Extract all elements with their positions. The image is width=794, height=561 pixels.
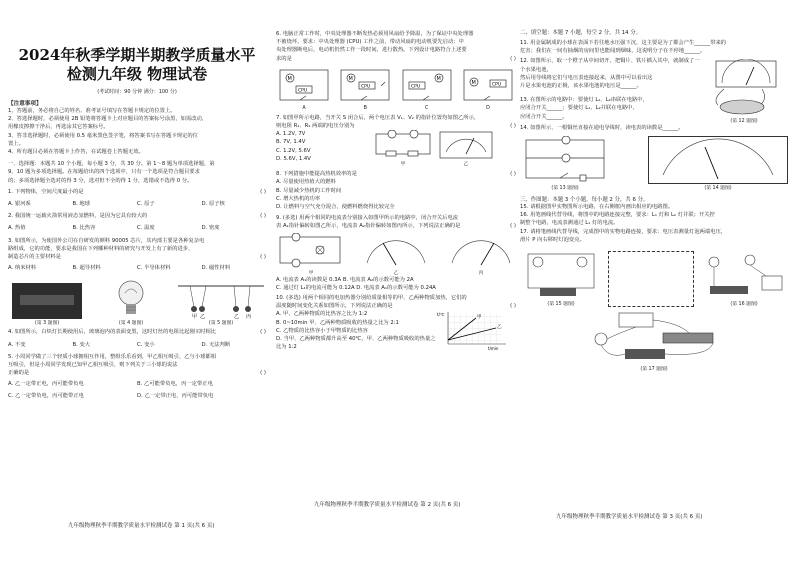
option-d: D. 密度 [201,225,220,232]
meter-panel [648,136,788,184]
figure-q12 [702,59,786,132]
question-7-figures [372,130,494,167]
question-11-line: 危害；我们在一间有抽烟的房间里也能闻到烟味，这说明分子在不停地______。 [520,48,706,55]
page-footer-3: 九年级物理秋季半期教学质量水平检测试卷 第 3 页(共 6 页) [556,514,703,520]
option-c: C. 半导体材料 [137,265,171,272]
motor-label: M [348,75,354,82]
answer-paren: ( ) [510,303,516,310]
figures-row-3-5 [8,274,266,326]
notes-item: 置上。 [8,140,24,147]
option-c: C. 增大热机的功率 [276,195,321,202]
question-7-options [276,130,372,167]
option-c: C. 原子 [137,201,155,208]
voltmeter-dial-icon [438,130,494,160]
question-4-stem: 4. 如图所示，白炽灯长期使用后，玻璃泡内的表面变黑，这时灯丝的电阻比起刚买时相比 [8,329,217,336]
question-10-line: 10. (多选) 用两个相同的电加热器分别给质量相等的甲、乙两种物质加热，它们的 [276,295,467,302]
option-a: A. 甲、乙两种物质的比热容之比为 1:2 [276,311,368,318]
question-12-line: 12. 如图所示，取一个橙子从中间切开，把铜片、铁片插入其中，就制成了一个水果电池， [520,58,700,73]
question-3-stem-end: 制造芯片的主要材料是 [8,254,61,261]
figure-q4 [96,277,166,326]
question-4 [8,328,266,336]
ammeter-dial-icon [361,235,431,269]
column-3 [520,0,788,561]
question-3-line: 3. 如图所示，为使国外公司在自研发的颜料 90005 芯片，其内部主要是各种复杂电 [8,237,205,244]
ball-label: 乙 [200,314,206,320]
circuit-photo-diagram [700,248,788,300]
series-label: 甲 [477,315,482,321]
figure-caption: (第 15 题图) [547,302,575,308]
notes-item: 2、答选择题时，必须使用 2B 铅笔将答题卡上对应题目的答案标号涂黑，如需改动， [8,116,208,123]
question-2-stem: 2. 我国统一运载火箭常用液态氢燃料，是因为它具有较大的 [8,213,148,220]
question-4-options [8,341,266,349]
motor-label: M [436,75,441,82]
cpu-label: CPU [410,84,420,90]
option-c: C. 变小 [137,341,155,348]
option-b: B. 比热容 [72,225,96,232]
option-c: C. 温度 [137,225,155,232]
option-a: A. 不变 [8,341,26,348]
question-3-line [8,253,266,261]
figure-label: 甲 [400,162,406,168]
question-10-options [276,310,436,352]
option-a: A. 乙一定带正电，丙可能带负电 [8,381,84,388]
notes-item: 用橡皮擦擦干净后，再选涂其它答案标号。 [8,124,109,131]
question-9-options-row1: A. 电流表 A₁的读数是 0.3A B. 电流表 A₂的示数可能为 2A [276,276,414,283]
question-5-stem-end: 正确的是 [8,370,30,377]
circuit-diagram [520,136,610,184]
answer-paren: ( ) [260,188,266,195]
option-d: D. 乙一定带正电，丙可能带负电 [137,392,214,399]
answer-drawing-box[interactable] [608,251,694,307]
circuit-option-b [337,66,393,111]
exam-title-line1: 2024年秋季学期半期教学质量水平 [18,46,256,64]
option-a: A. 银河系 [8,201,31,208]
figure-caption: (第 16 题图) [730,302,758,308]
circuit-photo-diagram [579,309,729,365]
question-5-line: 5. 小周同学做了三个轻质小球拥相互作用，整组乐乐看到，甲乙相互吸引，乙与小球都相 [8,353,217,360]
figures-row-13-14 [520,136,788,191]
question-6-line: 央处理器断电后，电动机仍然工作一段时间，进行散热。下列设计电路符合上述要 [276,47,467,54]
question-10-body [276,310,516,352]
answer-paren: ( ) [510,171,516,178]
figure-label: 乙 [463,162,469,168]
notes-item: 3、答非选择题时，必须使用 0.5 毫米黑色签字笔，将答案书写在答题卡规定的位 [8,132,198,139]
question-10-stem-end: 温度随时间变化关系如图所示，下列说法正确的是 [276,303,393,310]
question-7-line: 7. 如图甲所示电路，当开关 S 闭合后，两个电压表 V₁、V₂ 的指针位置均如图乙所示， [276,114,480,121]
page-footer-1: 九年级物理秋季半期教学质量水平检测试卷 第 1 页(共 6 页) [68,523,215,529]
question-15-line: 15. 请根据图甲实物图所示电路，在右侧框内画出相应的电路图。 [520,204,674,211]
cpu-label: CPU [361,84,371,90]
question-13-line: 应闭合开关______；要使灯 L₁、L₂并联在电路中， [520,105,638,112]
figure-caption: (第 14 题图) [704,186,732,192]
option-b: B. 7V, 1.4V [276,139,306,146]
option-d: D. 原子核 [201,201,225,208]
question-3-options [8,264,266,272]
question-7-stem-end: 则电阻 R₁、R₂ 两端的电压分别为 [276,123,355,130]
option-label: D [486,105,490,111]
option-b: B. 乙可能带负电，丙一定带正电 [137,381,213,388]
question-14-line: 14. 如图所示，一根铜丝直接在通电导线时，读电表的读数是______。 [520,124,684,131]
page-footer-2: 九年级物理秋季半期教学质量水平检测试卷 第 2 页(共 6 页) [314,502,461,508]
option-label: C [424,105,429,111]
figure-q5 [176,283,266,326]
question-16-line: 制整个电路，电流表测通过 L₁ 灯的电流。 [520,220,619,227]
option-d: D. 无法判断 [201,341,231,348]
cpu-label: CPU [491,82,502,88]
question-6-line: 6. 电脑正常工作时，中央处理器不断发热必须用风扇给予降温，为了保证中央处理器 [276,31,474,37]
circuit-photo-diagram [520,248,602,300]
option-d: D. 当甲、乙两种物质都升高至 40℃，甲、乙两种物质吸收的热量之比为 1:2 [276,336,436,351]
question-9-line: 9. (多选) 用两个相同的电流表分别接入如图甲所示的电路中，闭合开关后电流 [276,215,459,222]
figure-q16 [700,248,788,307]
circuit-diagram [337,66,393,106]
ball-label: 丙 [246,314,252,320]
question-17-line: 17. 请将笔画线代替导线，完成图中的实物电路连接，要求：电压表测量灯泡两端电压， [520,228,727,235]
question-11-line: 11. 用金属制成的小球在表面下若往地水压强下沉，这主要是为了都会产生______带来的 [520,40,727,46]
series-label: 乙 [497,325,502,331]
section2-heading: 二、填空题：本题 7 小题，每空 2 分，共 14 分。 [520,30,642,36]
question-9-line [276,222,516,230]
figure-q9-ammeter-1 [361,235,431,276]
figure-q15 [520,248,602,307]
answer-paren: ( ) [260,370,266,377]
ball-label: 甲 [192,314,198,320]
figure-caption: (第 13 题图) [551,186,579,192]
figure-q17 [579,309,729,372]
question-12-line: 然后用导线将它们与电压表连接起来，从图中可以看出这 [520,74,653,81]
section3-heading: 三、作图题：本题 3 个小题，每小题 2 分，共 6 分。 [520,197,649,204]
option-b: B. 地球 [72,201,91,208]
circuit-option-a [276,66,332,111]
question-8 [276,170,516,178]
answer-paren: ( ) [510,123,516,130]
question-10-line [276,302,516,310]
question-1 [8,188,266,196]
question-13-line: 应闭合开关______。 [520,113,568,120]
figure-q7-meter [438,130,494,167]
question-2-options [8,224,266,232]
figures-row-15-16 [520,248,788,307]
circuit-option-c [399,66,455,111]
figure-label: 丙 [478,270,484,276]
exam-title-line2: 检测九年级 物理试卷 [66,65,208,83]
option-a: A. 1.2V, 7V [276,131,306,138]
circuit-diagram [372,130,434,160]
figure-caption: (第 12 题图) [730,119,758,125]
answer-paren: ( ) [260,254,266,261]
notes-heading: 【注意事项】 [8,101,42,107]
question-9-stem-end: 表 A₁指针偏转如图乙所示，电流表 A₂指针偏转如图丙所示，下列说法正确的是 [276,223,461,230]
option-a: A. 尽量使用热值大的燃料 [276,179,336,186]
figure-q9-circuit [276,233,346,276]
figure-caption: (第 4 题图) [118,321,144,327]
question-6-stem-end: 求的是 [276,55,292,62]
option-b: B. 0~10min 甲、乙两种物质吸收的热量之比为 2:1 [276,319,399,326]
figure-caption: (第 5 题图) [208,321,234,327]
option-c: C. 1.2V, 5.6V [276,147,311,154]
question-6-line [276,55,516,63]
question-5-options-row2 [8,392,266,400]
question-1-stem: 1. 下列物体，空间尺度最小的是 [8,188,84,195]
column-1 [8,0,266,561]
option-b: B. 变大 [72,341,91,348]
ammeter-dial-icon [446,235,516,269]
fruit-battery-voltmeter [702,59,786,117]
question-5-options-row1 [8,380,266,388]
answer-paren: ( ) [510,223,516,230]
circuit-diagram [276,66,332,106]
question-17-line: 滑片 P 向右移时灯泡变亮。 [520,236,585,243]
question-6-circuits [276,66,516,111]
figure-label: 甲 [308,270,314,276]
graph-ylabel: t/℃ [437,312,445,318]
figure-label: 乙 [393,270,399,276]
figure-q9-ammeter-2 [446,235,516,276]
ball-label: 乙 [234,314,240,320]
question-9-figures [276,233,516,276]
notes-item: 1、答题前，务必将自己的姓名、准考证号填写在答题卡规定的位置上。 [8,108,176,114]
circuit-diagram [460,66,516,106]
answer-paren: ( ) [260,329,266,336]
question-3-line: 路组成，它的功能，要求是我国在下列哪种材料的研究与开发上有了新的进步， [8,245,194,252]
temperature-time-graph [436,310,510,352]
hanging-balls-diagram [176,283,266,319]
option-b: B. 尽量减少热机的工作时间 [276,187,342,194]
figure-q7-circuit [372,130,434,167]
option-label: A [302,105,306,111]
cpu-label: CPU [298,88,308,94]
question-7-body [276,130,516,167]
chip-photo [12,283,82,319]
question-13-line: 13. 在图所示的电路中：要使灯 L₁、L₂串联在电路中， [520,97,648,104]
circuit-option-d [460,66,516,111]
figure-caption: (第 17 题图) [640,367,668,373]
figure-q13 [520,136,610,191]
light-bulb-icon [96,277,166,319]
question-12-block [520,57,788,132]
figure-q10-graph [436,310,510,352]
figure-q3 [8,283,86,326]
question-6-line: 不被烧坏，要求：中央处理器 (CPU) 工作之前，带动风扇的电动机要先启动；中 [276,39,464,46]
section1-line: 9、10 题为多项选择题。在每题给出的四个选项中，只有一个选项是符合题目要求 [8,169,200,176]
ammeter-dial-icon [649,137,787,183]
circuit-diagram [276,233,346,269]
question-7-line [276,122,516,130]
motor-label: M [287,75,292,82]
question-2 [8,212,266,220]
chip-die [20,295,74,305]
option-label: B [363,105,367,111]
exam-meta: (考试时间：90 分钟 满分：100 分) [97,89,177,95]
option-d: D. 让燃料与空气充分混合，使燃料燃烧得比较完全 [276,204,395,211]
motor-label: M [471,79,476,86]
option-d: D. 磁性材料 [201,265,231,272]
answer-paren: ( ) [260,213,266,220]
option-a: A. 热值 [8,225,26,232]
question-8-stem: 8. 下列措施中能提高热机效率的是 [276,171,357,178]
option-a: A. 纳米材料 [8,265,37,272]
question-12-text [520,57,702,132]
figure-q14 [648,136,788,191]
option-c: C. 乙一定带负电，丙可能带正电 [8,392,84,399]
option-d: D. 5.6V, 1.4V [276,155,311,162]
section1-line: 的；多项选择题全选对的得 3 分，选对但不全的得 1 分，选错或不选得 0 分。 [8,177,193,184]
figure-caption: (第 3 题图) [34,321,60,327]
question-16-line: 16. 用笔画线代替导线，将图中的电路连接完整，要求：L₁ 灯和 L₂ 灯并联；开关控 [520,212,715,219]
question-5-line [8,369,266,377]
question-12-line: 片是水果电池的正极，该水果电池的电压是______。 [520,83,642,90]
graph-xlabel: t/min [488,346,499,352]
question-5-line: 互吸引，但是小周同学发现已知甲乙相互吸引，则下列关于三小球的说法 [8,362,178,369]
option-b: B. 超导材料 [72,265,101,272]
column-2 [276,0,516,561]
question-9-options-row2: C. 通过灯 L₁的电流可能为 0.12A D. 电流表 A₁的示数可能为 0.24A [276,284,436,291]
circuit-diagram [399,66,455,106]
answer-paren: ( ) [510,55,516,62]
option-c: C. 乙物质的比热容小于甲物质的比热容 [276,327,368,334]
question-1-options [8,200,266,208]
notes-item: 4、所有题目必须在答题卡上作答，在试题卷上答题无效。 [8,149,144,156]
section1-heading: 一、选择题：本题共 10 个小题，每小题 3 分，共 30 分。第 1～8 题为单项选择题，第 [8,161,215,168]
